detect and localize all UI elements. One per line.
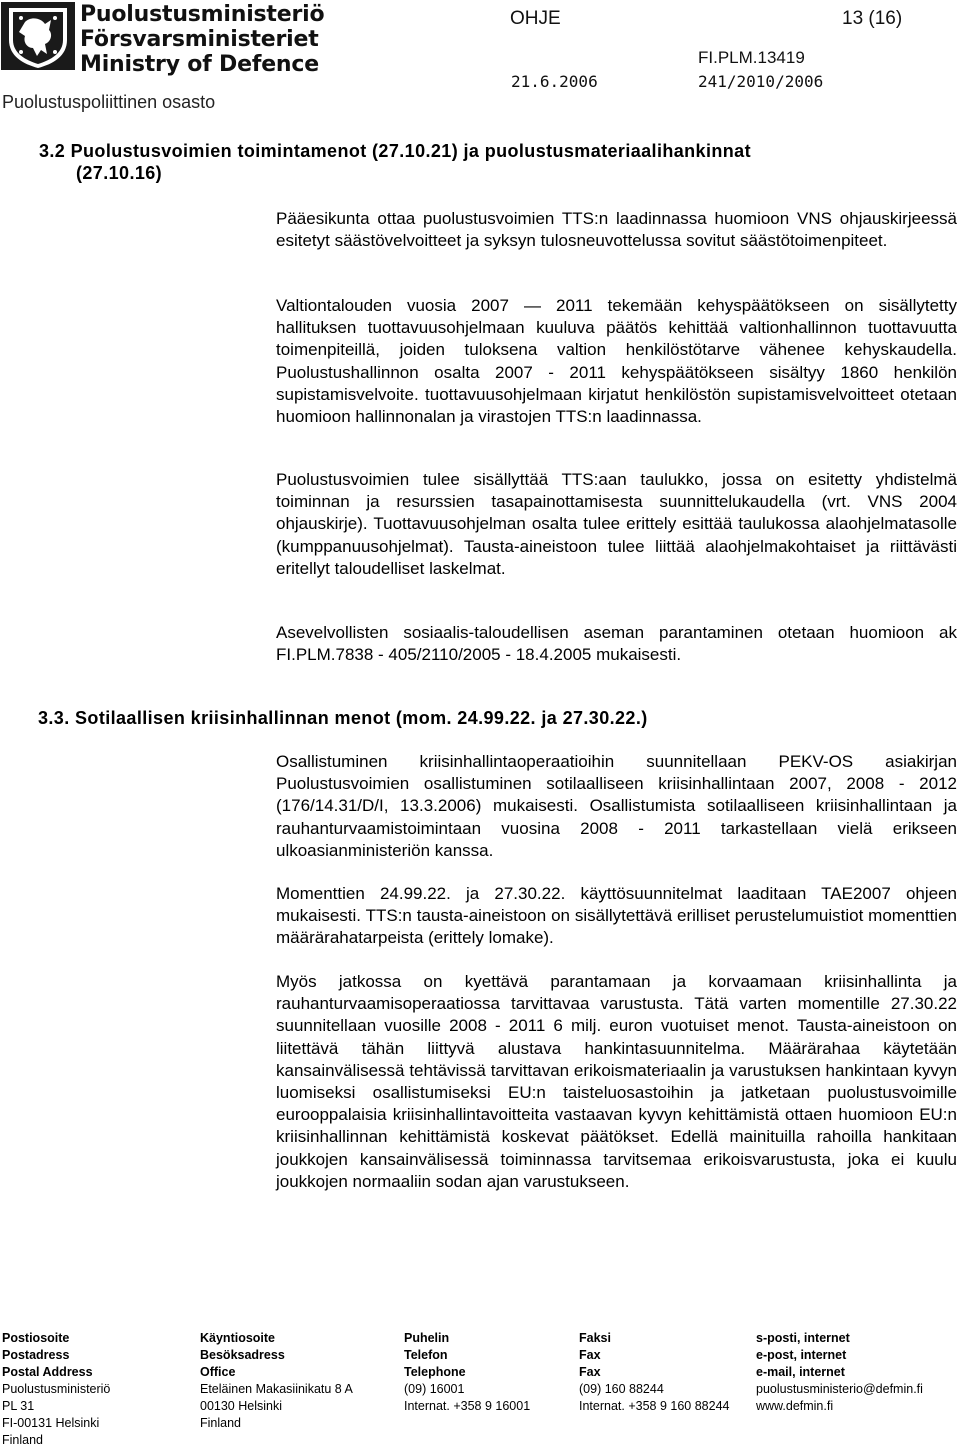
page-number: 13 (16) xyxy=(842,8,903,29)
footer-value: PL 31 xyxy=(2,1399,35,1413)
footer-label: Besöksadress xyxy=(200,1348,285,1362)
footer-value: (09) 160 88244 xyxy=(579,1382,664,1396)
org-names xyxy=(80,2,324,77)
section-3-2-heading-cont: (27.10.16) xyxy=(76,163,163,183)
reference-2: 241/2010/2006 xyxy=(698,72,824,91)
footer-email-link[interactable]: puolustusministerio@defmin.fi xyxy=(756,1382,923,1396)
footer-postal xyxy=(2,1330,110,1449)
paragraph: Myös jatkossa on kyettävä parantamaan ja korvaamaan kriisinhallinta ja rauhanturvaamisoperaatiossa tarvittavaa varustusta. Tätä varten momentille 27.30.22 suunnitellaan vuosille 2008 - 2011 6 milj. euron vuotuiset menot. Tausta-aineistoon on liitettävä tähän liittyvä alustava hankintasuunnitelma. Määrärahaa käytetään kansainvälisessä tehtävissä tarvittavan erikoismateriaalin ja varustuksen hankintaan kyvyn luomiseksi osallistumiseksi EU:n taisteluosastoihin ja jatketaan puolustusvoimille eurooppalaisia kriisinhallintavoitteita vastaavan kyvyn kehittämistä ottaen huomioon EU:n kriisinhallinnan kehittämistä koskevat päätökset. Edellä mainituilla rahoilla hankitaan joukkojen kansainvälisessä toiminnassa tarvitsemaa erikoisvarustusta, joka ei kuulu joukkojen normaaliin sodan ajan varustukseen. xyxy=(276,972,957,1191)
footer-label: Käyntiosoite xyxy=(200,1331,276,1345)
footer-value: 00130 Helsinki xyxy=(200,1399,282,1413)
paragraph: Valtiontalouden vuosia 2007 — 2011 tekemään kehyspäätökseen on sisällytetty hallituksen tuottavuusohjelmaan kuuluva päätös kehittää valtionhallinnon tuottavuutta toimenpiteillä, joiden tuloksena valtion henkilöstötarve vähenee kehyskaudella. Puolustushallinnon osalta 2007 - 2011 kehyspäätökseen sisältyy 1860 henkilön supistamisvelvoite. tuottavuusohjelmaan kirjatut henkilöstön supistamisvelvoitteet otetaan huomioon hallinnonalan ja virastojen TTS:n laadinnassa. xyxy=(276,296,957,427)
footer-label: Puhelin xyxy=(404,1331,450,1345)
paragraph: Momenttien 24.99.22. ja 27.30.22. käyttösuunnitelmat laaditaan TAE2007 ohjeen mukaisesti. TTS:n tausta-aineistoon on sisällytettävä erilliset perustelumuistiot momenttien määrärahatarpeista (erittely lomake). xyxy=(276,884,957,948)
reference-1: FI.PLM.13419 xyxy=(698,48,805,67)
footer-value: Eteläinen Makasiinikatu 8 A xyxy=(200,1382,353,1396)
footer-value: (09) 16001 xyxy=(404,1382,465,1396)
paragraph: Asevelvollisten sosiaalis-taloudellisen aseman parantaminen otetaan huomioon ak FI.PLM.7838 - 405/2110/2005 - 18.4.2005 mukaisesti. xyxy=(276,623,957,665)
footer-value: Finland xyxy=(2,1433,43,1447)
org-name-fi: Puolustusministeriö xyxy=(80,2,325,27)
footer-value: FI-00131 Helsinki xyxy=(2,1416,100,1430)
org-name-sv: Försvarsministeriet xyxy=(80,27,319,52)
footer-label: Telefon xyxy=(404,1348,448,1362)
paragraph: Puolustusvoimien tulee sisällyttää TTS:aan taulukko, jossa on esitetty yhdistelmä toiminnan ja resurssien tasapainottamisesta suunnittelukaudella (vrt. VNS 2004 ohjauskirje). Tuottavuusohjelman osalta tulee erittely esittää taulukossa alaohjelmatasolle (kumppanuusohjelmat). Tausta-aineistoon tulee liittää alaohjelmakohtaiset ja riittävästi eritellyt taloudelliset laskelmat. xyxy=(276,470,957,578)
footer-label: Postal Address xyxy=(2,1365,93,1379)
footer-label: Fax xyxy=(579,1365,601,1379)
section-3-2-heading: 3.2 Puolustusvoimien toimintamenot (27.10.21) ja puolustusmateriaalihankinnat xyxy=(39,141,751,161)
footer-website-link[interactable]: www.defmin.fi xyxy=(756,1399,834,1413)
footer-label: Office xyxy=(200,1365,236,1379)
footer-label: Telephone xyxy=(404,1365,466,1379)
paragraph: Osallistuminen kriisinhallintaoperaatioihin suunnitellaan PEKV-OS asiakirjan Puolustusvoimien osallistuminen sotilaalliseen kriisinhallintaan 2007, 2008 - 2012 (176/14.31/D/I, 13.3.2006) mukaisesti. Osallistumista sotilaalliseen kriisinhallintaan ja rauhanturvaamistoimintaan vuosina 2008 - 2011 tarkastellaan vielä erikseen ulkoasianministeriön kanssa. xyxy=(276,752,957,860)
footer-value: Internat. +358 9 160 88244 xyxy=(579,1399,730,1413)
footer-label: Postiosoite xyxy=(2,1331,70,1345)
section-3-3-heading: 3.3. Sotilaallisen kriisinhallinnan menot (mom. 24.99.22. ja 27.30.22.) xyxy=(38,708,648,728)
doc-date: 21.6.2006 xyxy=(511,72,598,91)
doc-type: OHJE xyxy=(510,8,561,29)
footer-label: Faksi xyxy=(579,1331,611,1345)
org-name-en: Ministry of Defence xyxy=(80,52,319,77)
footer-value: Internat. +358 9 16001 xyxy=(404,1399,531,1413)
footer-value: Finland xyxy=(200,1416,241,1430)
footer-phone xyxy=(404,1330,530,1415)
footer-label: s-posti, internet xyxy=(756,1331,850,1345)
footer xyxy=(0,1330,960,1447)
paragraph: Pääesikunta ottaa puolustusvoimien TTS:n laadinnassa huomioon VNS ohjauskirjeessä esitetyt säästövelvoitteet ja syksyn tulosneuvottelussa sovitut säästötoimenpiteet. xyxy=(276,209,957,251)
footer-label: e-post, internet xyxy=(756,1348,847,1362)
footer-label: Fax xyxy=(579,1348,601,1362)
footer-fax xyxy=(579,1330,729,1415)
coat-of-arms-logo xyxy=(1,2,75,70)
footer-email xyxy=(756,1330,923,1415)
footer-label: e-mail, internet xyxy=(756,1365,845,1379)
department-name: Puolustuspoliittinen osasto xyxy=(2,92,216,112)
footer-value: Puolustusministeriö xyxy=(2,1382,111,1396)
footer-label: Postadress xyxy=(2,1348,70,1362)
footer-office xyxy=(200,1330,353,1432)
